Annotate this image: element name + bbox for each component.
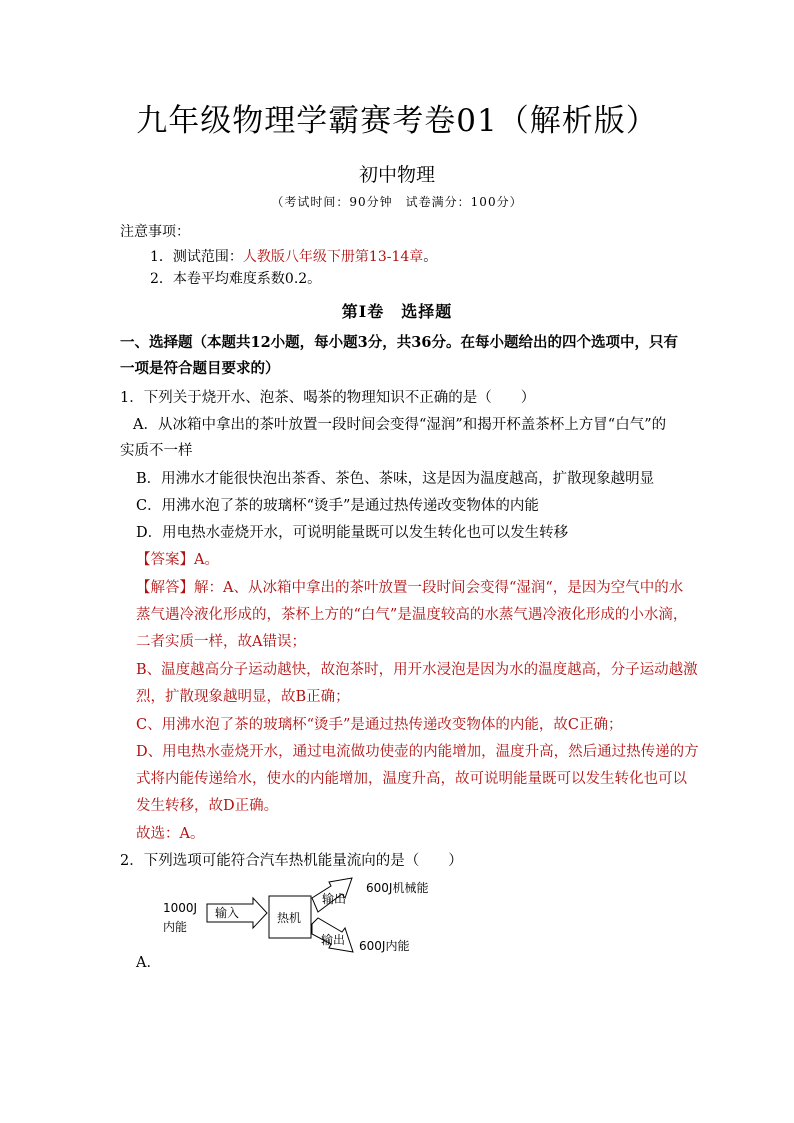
question-1-option-a-line-2: 实质不一样 bbox=[120, 443, 193, 459]
exam-info: （考试时间：90分钟 试卷满分：100分） bbox=[271, 195, 523, 209]
question-1-analysis-line-7: D、用电热水壶烧开水，通过电流做功使壶的内能增加，温度升高，然后通过热传递的方 bbox=[136, 744, 699, 760]
analysis-text: 解：A、从冰箱中拿出的茶叶放置一段时间会变得“湿润“，是因为空气中的水 bbox=[194, 580, 684, 596]
question-1-choice: 故选：A。 bbox=[136, 826, 205, 842]
question-1-answer: 【答案】A。 bbox=[136, 552, 219, 568]
question-1-option-b: B．用沸水才能很快泡出茶香、茶色、茶味，这是因为温度越高，扩散现象越明显 bbox=[136, 471, 655, 487]
notes-item-1 bbox=[150, 246, 437, 266]
input-label: 输入 bbox=[215, 906, 240, 920]
notes-item-1-suffix: 。 bbox=[423, 249, 438, 265]
output-label-top: 输出 bbox=[322, 892, 347, 906]
input-energy-value: 1000J bbox=[163, 901, 198, 915]
question-1-analysis-line-3: 二者实质一样，故A错误； bbox=[136, 634, 306, 650]
part-title: 第Ⅰ卷 选择题 bbox=[341, 302, 453, 321]
energy-flow-diagram bbox=[155, 872, 445, 964]
question-2-stem: 2．下列选项可能符合汽车热机能量流向的是（ ） bbox=[120, 853, 463, 869]
page-subtitle: 初中物理 bbox=[358, 164, 435, 186]
section-heading-line-1: 一、选择题（本题共12小题，每小题3分，共36分。在每小题给出的四个选项中，只有 bbox=[120, 334, 678, 351]
input-energy-type: 内能 bbox=[163, 920, 188, 934]
output-label-bottom: 输出 bbox=[321, 933, 346, 947]
output-bottom-energy: 600J内能 bbox=[359, 939, 410, 953]
notes-item-1-scope: 人教版八年级下册第13-14章 bbox=[242, 249, 424, 265]
output-top-energy: 600J机械能 bbox=[366, 881, 429, 895]
question-1-analysis-line-6: C、用沸水泡了茶的玻璃杯“烫手”是通过热传递改变物体的内能，故C正确； bbox=[136, 717, 623, 733]
notes-item-1-prefix: 1．测试范围： bbox=[150, 249, 243, 265]
question-1-analysis-line-9: 发生转移，故D正确。 bbox=[136, 798, 279, 814]
question-1-analysis-line-4: B、温度越高分子运动越快，故泡茶时，用开水浸泡是因为水的温度越高，分子运动越激 bbox=[136, 662, 698, 678]
question-1-option-a-line-1: A．从冰箱中拿出的茶叶放置一段时间会变得“湿润”和揭开杯盖茶杯上方冒“白气”的 bbox=[133, 417, 667, 433]
notes-item-2: 2．本卷平均难度系数0.2。 bbox=[150, 271, 322, 287]
analysis-tag: 【解答】 bbox=[136, 580, 194, 596]
question-1-analysis-line-5: 烈，扩散现象越明显，故B正确； bbox=[136, 689, 350, 705]
question-1-stem: 1．下列关于烧开水、泡茶、喝茶的物理知识不正确的是（ ） bbox=[120, 390, 536, 406]
engine-label: 热机 bbox=[277, 911, 302, 925]
question-1-analysis-line-1 bbox=[136, 576, 683, 597]
question-1-analysis-line-2: 蒸气遇冷液化形成的，茶杯上方的“白气”是温度较高的水蒸气遇冷液化形成的小水滴， bbox=[136, 607, 688, 623]
question-1-analysis-line-8: 式将内能传递给水，使水的内能增加，温度升高，故可说明能量既可以发生转化也可以 bbox=[136, 771, 687, 787]
section-heading-line-2: 一项是符合题目要求的） bbox=[120, 360, 280, 377]
question-1-option-c: C．用沸水泡了茶的玻璃杯“烫手”是通过热传递改变物体的内能 bbox=[136, 498, 539, 514]
page-title: 九年级物理学霸赛考卷01（解析版） bbox=[136, 103, 658, 139]
question-1-option-d: D．用电热水壶烧开水，可说明能量既可以发生转化也可以发生转移 bbox=[136, 525, 569, 541]
notes-heading: 注意事项： bbox=[120, 224, 190, 240]
question-2-option-a: A． bbox=[136, 955, 161, 971]
